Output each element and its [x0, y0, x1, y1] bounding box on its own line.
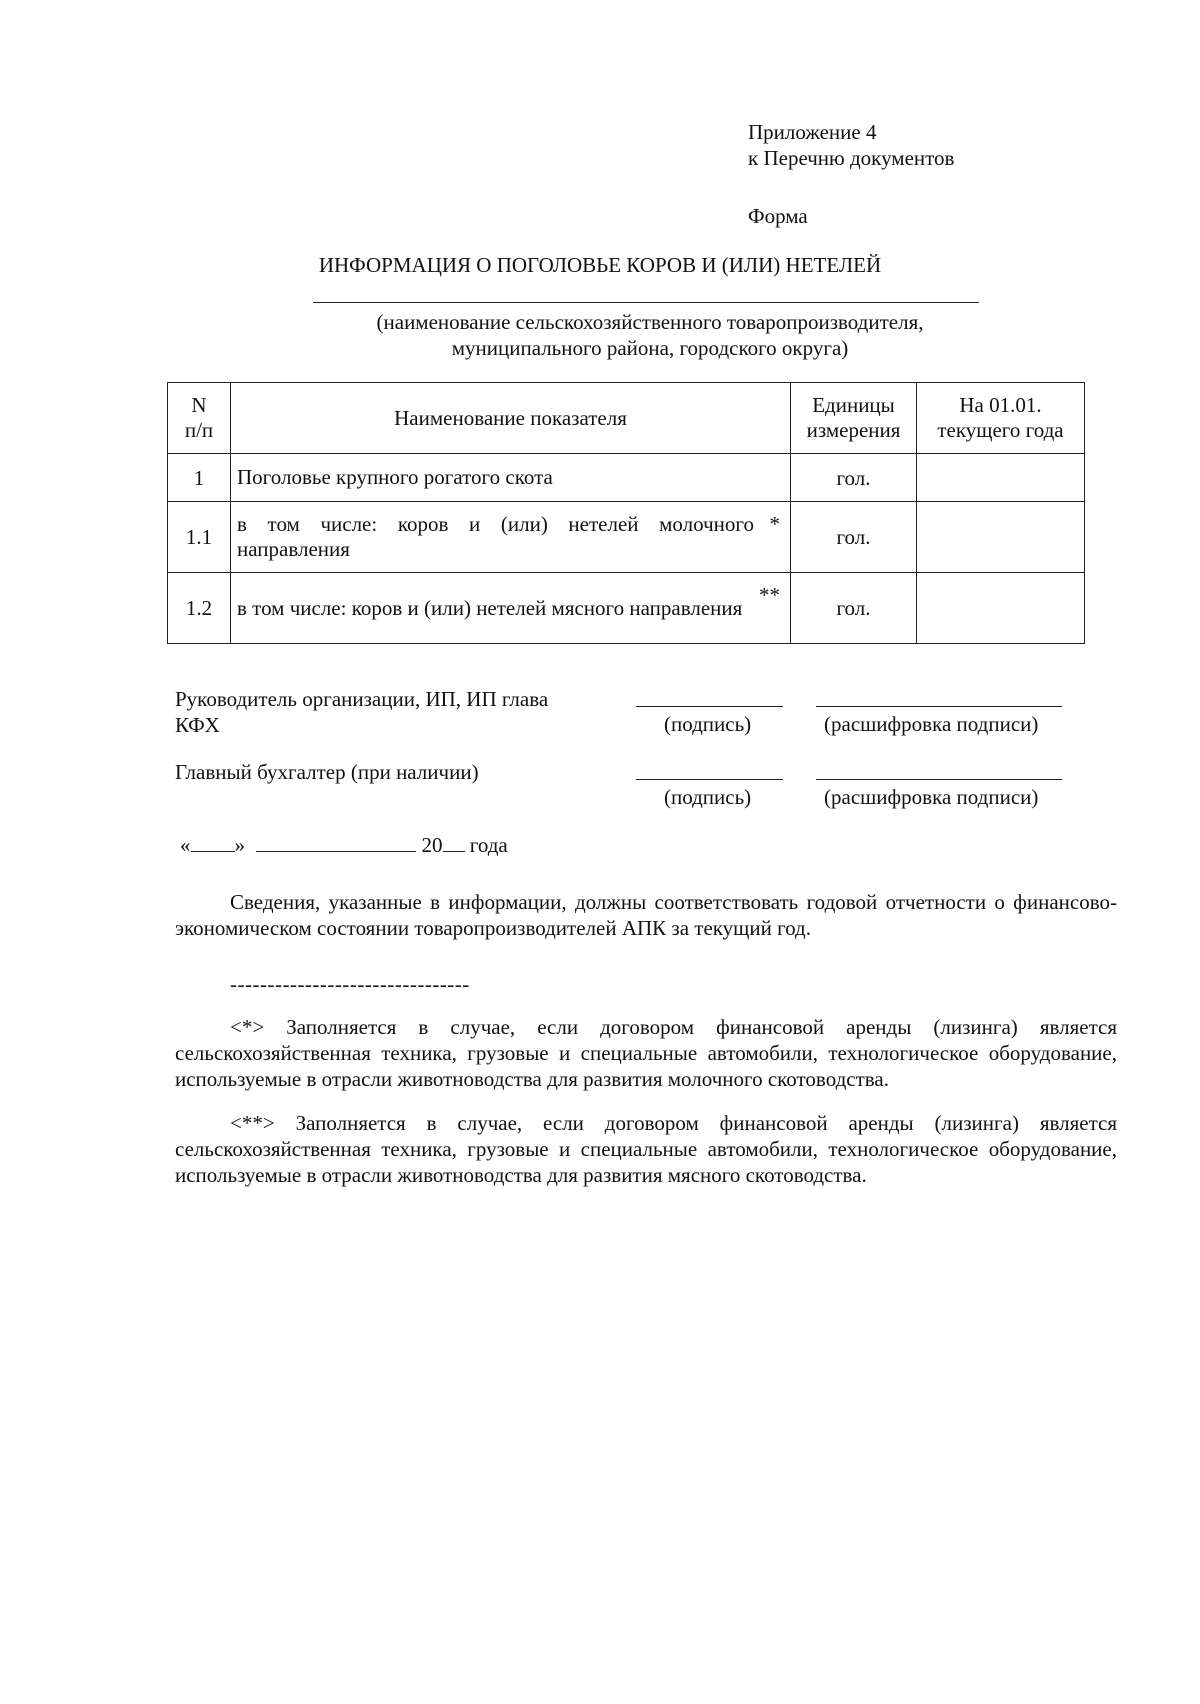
note-paragraph: Сведения, указанные в информации, должны соответствовать годовой отчетности о финансово-экономическом состоянии товаропроизводителей АПК за текущий год. — [175, 890, 1117, 940]
row-indicator — [231, 454, 791, 502]
head-role-line1: Руководитель организации, ИП, ИП глава — [175, 687, 549, 711]
table-row — [168, 502, 1085, 573]
appendix-header — [748, 119, 1108, 171]
footnote-mark: * — [769, 512, 780, 536]
head-signature-line[interactable] — [636, 706, 783, 707]
date-month-field[interactable] — [256, 831, 416, 852]
appendix-number: Приложение 4 — [748, 120, 877, 144]
row-indicator-text: Поголовье крупного рогатого скота — [237, 465, 553, 489]
table-row — [168, 573, 1085, 644]
form-label: Форма — [748, 204, 808, 228]
head-role-label — [175, 686, 595, 738]
row-indicator — [231, 502, 791, 573]
livestock-table — [167, 382, 1085, 644]
row-number: 1.2 — [168, 573, 231, 644]
header-num — [168, 383, 231, 454]
footnote-beef: <**> Заполняется в случае, если договором финансовой аренды (лизинга) является сельскохозяйственная техника, грузовые и специальные автомобили, технологическое оборудование, используемые в отрасли животноводства для развития мясного скотоводства. — [175, 1111, 1117, 1187]
header-date-line2: текущего года — [937, 418, 1064, 442]
row-unit: гол. — [791, 454, 917, 502]
producer-name-hint-line2: муниципального района, городского округа) — [451, 336, 849, 360]
row-indicator-text: в том числе: коров и (или) нетелей молочного направления — [237, 512, 754, 561]
row-value-cell[interactable] — [917, 573, 1085, 644]
row-number: 1 — [168, 454, 231, 502]
accountant-signature-line[interactable] — [636, 779, 783, 780]
date-open-quote: « — [180, 833, 191, 857]
table-header-row — [168, 383, 1085, 454]
row-unit: гол. — [791, 573, 917, 644]
appendix-reference: к Перечню документов — [748, 146, 955, 170]
date-year-field[interactable] — [443, 831, 465, 852]
row-indicator — [231, 573, 791, 644]
head-signature-hint: (подпись) — [664, 712, 752, 736]
header-unit-line1: Единицы — [812, 393, 895, 417]
footnote-separator: -------------------------------- — [230, 972, 470, 996]
header-date-line1: На 01.01. — [959, 393, 1042, 417]
date-close-quote: » — [234, 833, 245, 857]
producer-name-field[interactable] — [313, 302, 979, 303]
header-num-line2: п/п — [184, 418, 214, 442]
date-row — [180, 831, 508, 858]
accountant-decode-hint: (расшифровка подписи) — [824, 785, 1039, 809]
table-row — [168, 454, 1085, 502]
header-unit-line2: измерения — [806, 418, 901, 442]
row-number: 1.1 — [168, 502, 231, 573]
producer-name-hint-line1: (наименование сельскохозяйственного товаропроизводителя, — [376, 310, 924, 334]
date-year-suffix: года — [469, 833, 508, 857]
head-role-line2: КФХ — [175, 713, 220, 737]
date-year-prefix: 20 — [421, 833, 443, 857]
row-unit: гол. — [791, 502, 917, 573]
header-num-line1: N — [191, 393, 207, 417]
row-value-cell[interactable] — [917, 454, 1085, 502]
head-decode-hint: (расшифровка подписи) — [824, 712, 1039, 736]
header-unit — [791, 383, 917, 454]
header-indicator: Наименование показателя — [231, 383, 791, 454]
header-date — [917, 383, 1085, 454]
document-title: ИНФОРМАЦИЯ О ПОГОЛОВЬЕ КОРОВ И (ИЛИ) НЕТЕЛЕЙ — [318, 253, 882, 277]
row-indicator-text: в том числе: коров и (или) нетелей мясного направления — [237, 595, 743, 620]
row-value-cell[interactable] — [917, 502, 1085, 573]
accountant-signature-hint: (подпись) — [664, 785, 752, 809]
accountant-role-label: Главный бухгалтер (при наличии) — [175, 760, 479, 784]
producer-name-hint — [300, 309, 1000, 361]
footnote-dairy: <*> Заполняется в случае, если договором финансовой аренды (лизинга) является сельскохозяйственная техника, грузовые и специальные автомобили, технологическое оборудование, используемые в отрасли животноводства для развития молочного скотоводства. — [175, 1015, 1117, 1091]
head-decode-line[interactable] — [816, 706, 1062, 707]
date-day-field[interactable] — [191, 831, 235, 852]
accountant-decode-line[interactable] — [816, 779, 1062, 780]
footnote-mark: ** — [759, 583, 780, 607]
